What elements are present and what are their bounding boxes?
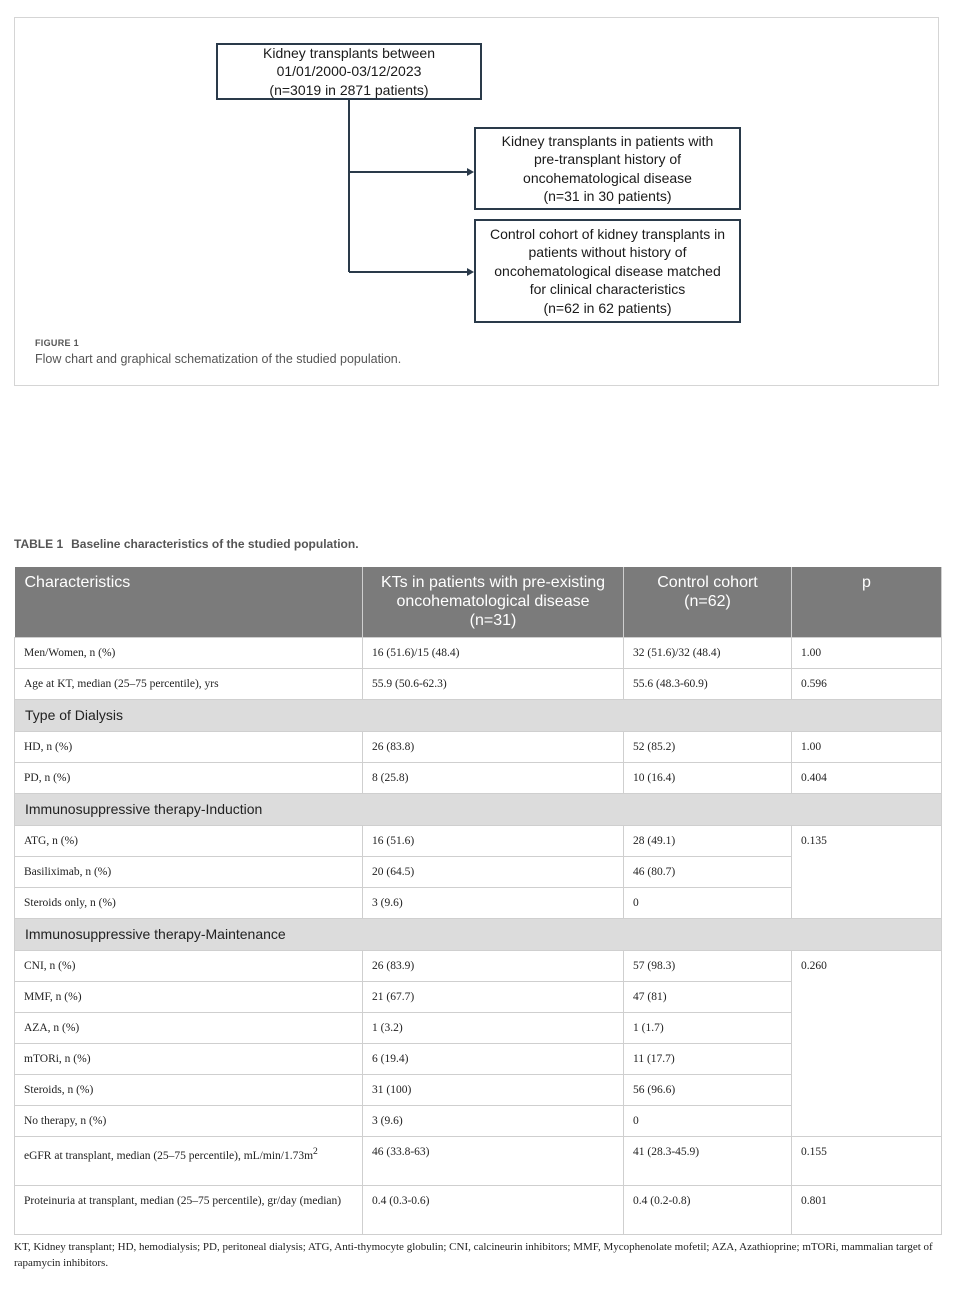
- table-row: [15, 1136, 942, 1185]
- flow-box-text: (n=31 in 30 patients): [543, 188, 672, 204]
- cell-p: 0.404: [792, 762, 942, 793]
- cell-characteristic: Steroids, n (%): [15, 1074, 363, 1105]
- flow-box-all-transplants: [216, 43, 482, 100]
- flow-box-text: for clinical characteristics: [529, 281, 686, 298]
- cell-kts: 16 (51.6)/15 (48.4): [363, 637, 624, 668]
- cell-kts: 6 (19.4): [363, 1043, 624, 1074]
- cell-kts: 20 (64.5): [363, 856, 624, 887]
- cell-kts: 55.9 (50.6-62.3): [363, 668, 624, 699]
- arrowhead-onco: [467, 168, 474, 176]
- cell-control: 56 (96.6): [624, 1074, 792, 1105]
- flow-box-text: pre-transplant history of: [533, 151, 682, 167]
- baseline-table: [14, 567, 942, 1235]
- arrowhead-control: [467, 268, 474, 276]
- section-row: [15, 918, 942, 950]
- cell-characteristic: Steroids only, n (%): [15, 887, 363, 918]
- header-p: p: [792, 567, 942, 637]
- section-title-induction: Immunosuppressive therapy-Induction: [15, 793, 942, 825]
- cell-kts: 3 (9.6): [363, 1105, 624, 1136]
- cell-characteristic: AZA, n (%): [15, 1012, 363, 1043]
- flow-box-text: Control cohort of kidney transplants in: [489, 225, 725, 242]
- cell-characteristic: PD, n (%): [15, 762, 363, 793]
- header-kts: KTs in patients with pre-existing oncohematological disease (n=31): [363, 567, 624, 637]
- cell-control: 11 (17.7): [624, 1043, 792, 1074]
- cell-characteristic: CNI, n (%): [15, 950, 363, 981]
- cell-control: 47 (81): [624, 981, 792, 1012]
- flow-box-text: oncohematological disease: [523, 169, 692, 186]
- cell-characteristic: Basiliximab, n (%): [15, 856, 363, 887]
- cell-control: 32 (51.6)/32 (48.4): [624, 637, 792, 668]
- cell-characteristic: Age at KT, median (25–75 percentile), yrs: [15, 668, 363, 699]
- flow-box-text: 01/01/2000-03/12/2023: [276, 63, 422, 80]
- cell-p: 0.135: [792, 825, 942, 918]
- cell-kts: 26 (83.9): [363, 950, 624, 981]
- table-row: [15, 950, 942, 981]
- cell-control: 55.6 (48.3-60.9): [624, 668, 792, 699]
- cell-control: 28 (49.1): [624, 825, 792, 856]
- cell-kts: 31 (100): [363, 1074, 624, 1105]
- cell-control: 0: [624, 1105, 792, 1136]
- flow-box-text: (n=3019 in 2871 patients): [269, 81, 429, 98]
- cell-characteristic: ATG, n (%): [15, 825, 363, 856]
- section-title-dialysis: Type of Dialysis: [15, 699, 942, 731]
- table-footnote: KT, Kidney transplant; HD, hemodialysis; PD, peritoneal dialysis; ATG, Anti-thymocyte globulin; CNI, calcineurin inhibitors; MMF, Mycophenolate mofetil; AZA, Azathioprine; mTORi, mammalian target of rapamycin inhibitors.: [14, 1241, 933, 1269]
- cell-control: 52 (85.2): [624, 731, 792, 762]
- figure-panel: [14, 17, 939, 386]
- flow-box-text: (n=62 in 62 patients): [543, 299, 672, 316]
- cell-control: 57 (98.3): [624, 950, 792, 981]
- flow-box-text: patients without history of: [528, 244, 687, 261]
- table-row: [15, 825, 942, 856]
- cell-control: 10 (16.4): [624, 762, 792, 793]
- flow-box-onco-cohort: [474, 127, 741, 210]
- flow-box-text: oncohematological disease matched: [494, 262, 721, 279]
- cell-p: 0.260: [792, 950, 942, 1136]
- cell-kts: 3 (9.6): [363, 887, 624, 918]
- section-row: [15, 793, 942, 825]
- cell-control: 0.4 (0.2-0.8): [624, 1185, 792, 1234]
- cell-characteristic: MMF, n (%): [15, 981, 363, 1012]
- cell-p: 0.801: [792, 1185, 942, 1234]
- table-caption: [14, 537, 359, 551]
- cell-control: 1 (1.7): [624, 1012, 792, 1043]
- cell-characteristic: Proteinuria at transplant, median (25–75 percentile), gr/day (median): [15, 1185, 363, 1234]
- cell-characteristic: mTORi, n (%): [15, 1043, 363, 1074]
- cell-kts: 26 (83.8): [363, 731, 624, 762]
- cell-kts: 21 (67.7): [363, 981, 624, 1012]
- table-header-row: [15, 567, 942, 637]
- cell-control: 46 (80.7): [624, 856, 792, 887]
- cell-p: 1.00: [792, 731, 942, 762]
- cell-control: 41 (28.3-45.9): [624, 1136, 792, 1185]
- figure-caption: Flow chart and graphical schematization of the studied population.: [35, 352, 402, 366]
- table-row: [15, 731, 942, 762]
- cell-p: 0.596: [792, 668, 942, 699]
- cell-characteristic: HD, n (%): [15, 731, 363, 762]
- cell-kts: 0.4 (0.3-0.6): [363, 1185, 624, 1234]
- section-title-maintenance: Immunosuppressive therapy-Maintenance: [15, 918, 942, 950]
- cell-characteristic: Men/Women, n (%): [15, 637, 363, 668]
- egfr-superscript: 2: [313, 1145, 318, 1157]
- header-control: Control cohort (n=62): [624, 567, 792, 637]
- cell-characteristic: No therapy, n (%): [15, 1105, 363, 1136]
- cell-kts: 1 (3.2): [363, 1012, 624, 1043]
- egfr-label: eGFR at transplant, median (25–75 percentile), mL/min/1.73m: [24, 1149, 314, 1162]
- cell-kts: 16 (51.6): [363, 825, 624, 856]
- flow-box-text: Kidney transplants in patients with: [501, 132, 714, 149]
- flow-box-control-cohort: [474, 219, 741, 323]
- table-title: Baseline characteristics of the studied population.: [71, 537, 359, 551]
- table-row: [15, 1185, 942, 1234]
- cell-kts: 8 (25.8): [363, 762, 624, 793]
- table-row: [15, 668, 942, 699]
- cell-characteristic: [15, 1136, 363, 1185]
- figure-label: FIGURE 1: [35, 338, 79, 348]
- cell-control: 0: [624, 887, 792, 918]
- section-row: [15, 699, 942, 731]
- cell-kts: 46 (33.8-63): [363, 1136, 624, 1185]
- flow-box-text: Kidney transplants between: [263, 44, 435, 61]
- header-characteristics: Characteristics: [15, 567, 363, 637]
- table-number: TABLE 1: [14, 537, 64, 551]
- table-row: [15, 762, 942, 793]
- table-row: [15, 637, 942, 668]
- cell-p: 0.155: [792, 1136, 942, 1185]
- cell-p: 1.00: [792, 637, 942, 668]
